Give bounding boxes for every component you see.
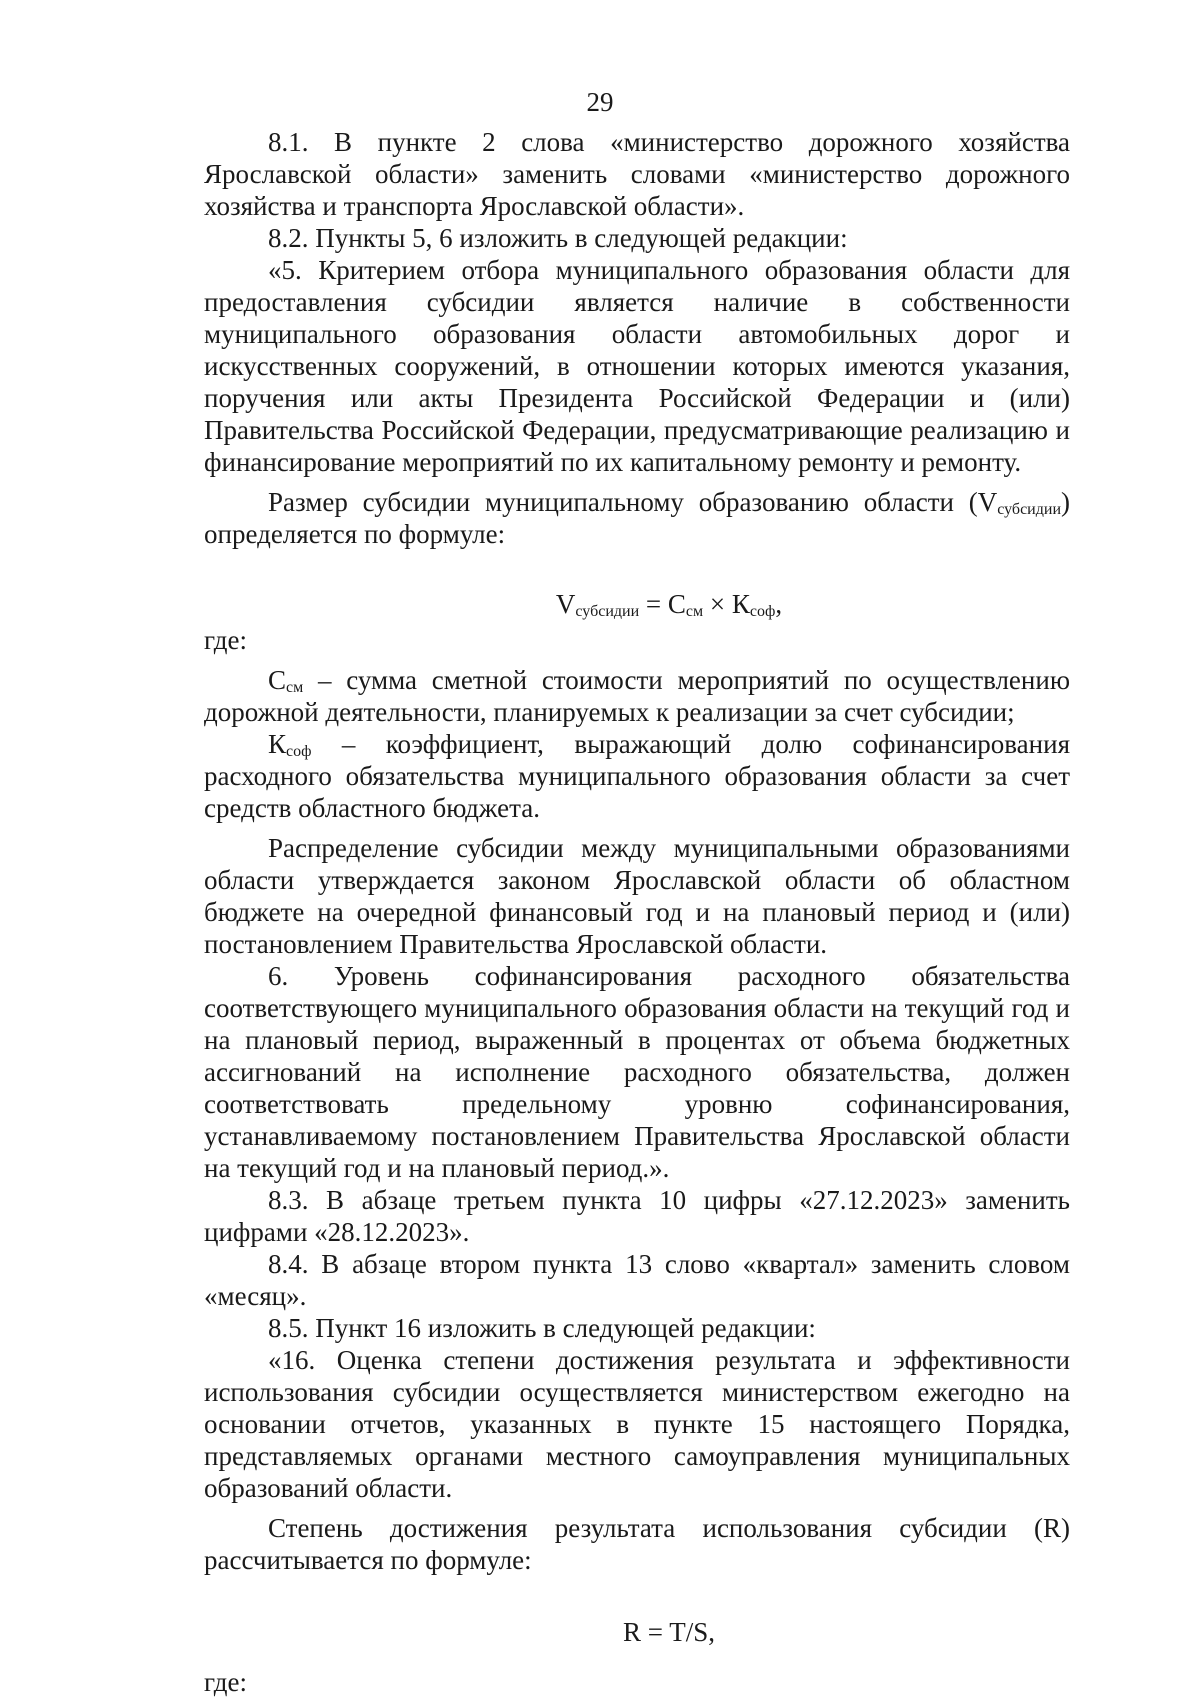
paragraph-item-6: 6. Уровень софинансирования расходного обязательства соответствующего муниципального образования области на текущий год и на плановый период, выраженный в процентах от объема бюджетных ассигнований на исполнение расходного обязательства, должен соответствовать предельному уровню софинансирования, устанавливаемому постановлением Правительства Ярославской области на текущий год и на плановый период.». <box>204 961 1070 1183</box>
page-number: 29 <box>586 87 614 117</box>
paragraph-item-5: «5. Критерием отбора муниципального образования области для предоставления субсидии является наличие в собственности муниципального образования области автомобильных дорог и искусственных сооружений, в отношении которых имеются указания, поручения или акты Президента Российской Федерации и (или) Правительства Российской Федерации, предусматривающие реализацию и финансирование мероприятий по их капитальному ремонту и ремонту. <box>204 255 1070 477</box>
formula-result: R = T/S, <box>622 1617 715 1647</box>
definition-c-sm: $С_{см}$ – сумма сметной стоимости мероприятий по осуществлению дорожной деятельности, планируемых к реализации за счет субсидии; <box>204 665 1070 727</box>
formula-subsidy: $V_{субсидии} = С_{см} \times К_{соф}$, <box>555 589 783 620</box>
paragraph-8-5: 8.5. Пункт 16 изложить в следующей редакции: <box>268 1313 816 1343</box>
definition-k-sof: $К_{соф}$ – коэффициент, выражающий долю софинансирования расходного обязательства муниципального образования области за счет средств областного бюджета. <box>204 729 1070 823</box>
where-label: где: <box>204 625 247 655</box>
paragraph-subsidy-size: Размер субсидии муниципальному образованию области $(V_{субсидии})$ определяется по формуле: <box>204 487 1070 549</box>
paragraph-8-1: 8.1. В пункте 2 слова «министерство дорожного хозяйства Ярославской области» заменить словами «министерство дорожного хозяйства и транспорта Ярославской области». <box>204 127 1070 221</box>
paragraph-result-degree: Степень достижения результата использования субсидии (R) рассчитывается по формуле: <box>204 1513 1070 1575</box>
paragraph-8-3: 8.3. В абзаце третьем пункта 10 цифры «27.12.2023» заменить цифрами «28.12.2023». <box>204 1185 1070 1247</box>
paragraph-8-2: 8.2. Пункты 5, 6 изложить в следующей редакции: <box>268 223 848 253</box>
document-body <box>204 126 1070 1698</box>
paragraph-distribution: Распределение субсидии между муниципальными образованиями области утверждается законом Ярославской области об областном бюджете на очередной финансовый год и на плановый период и (или) постановлением Правительства Ярославской области. <box>204 833 1070 959</box>
paragraph-8-4: 8.4. В абзаце втором пункта 13 слово «квартал» заменить словом «месяц». <box>204 1249 1070 1311</box>
where-label-2: где: <box>204 1667 247 1697</box>
paragraph-item-16: «16. Оценка степени достижения результата и эффективности использования субсидии осуществляется министерством ежегодно на основании отчетов, указанных в пункте 15 настоящего Порядка, представляемых органами местного самоуправления муниципальных образований области. <box>204 1345 1070 1503</box>
